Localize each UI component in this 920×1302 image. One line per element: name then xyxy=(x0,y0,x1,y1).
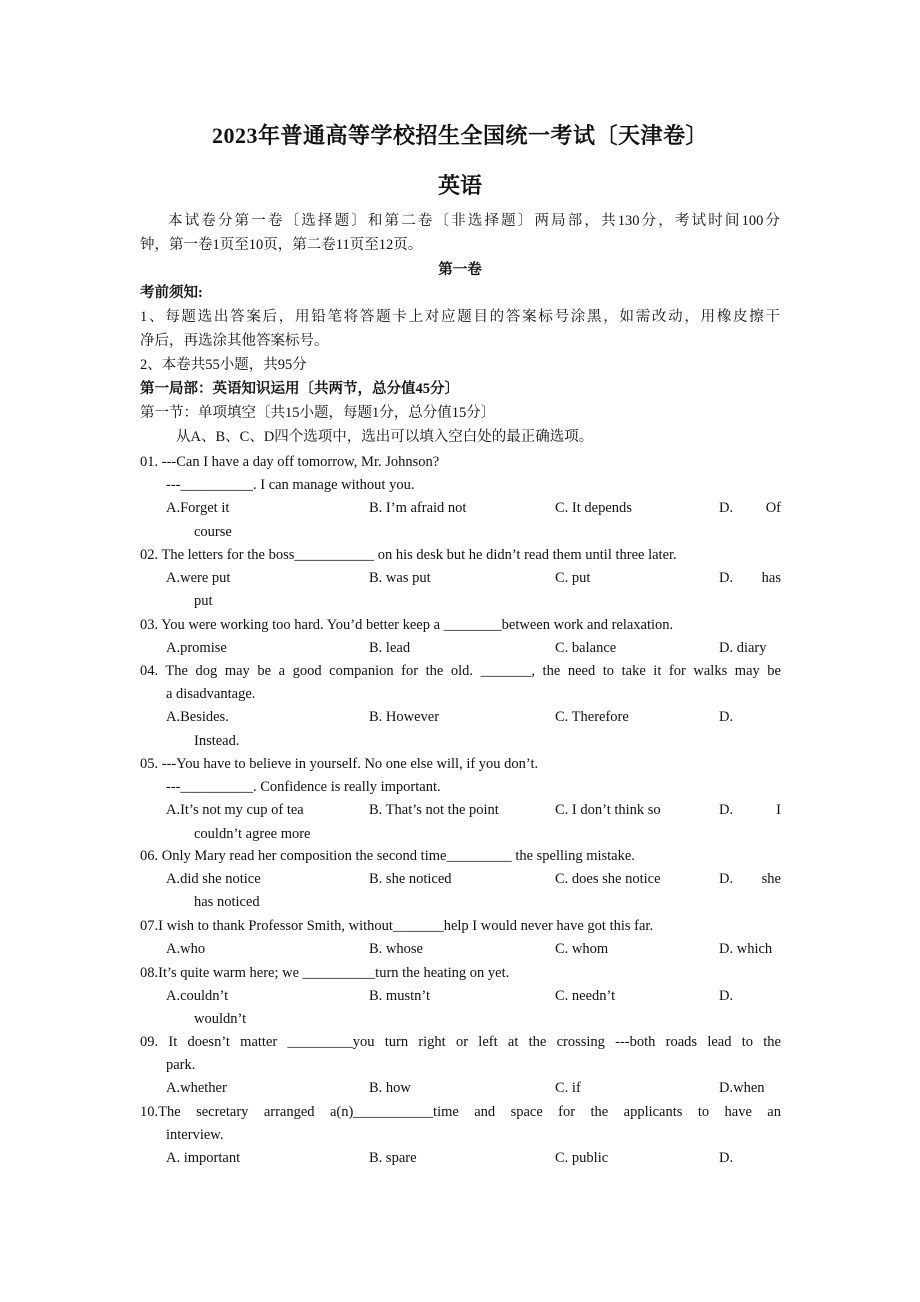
question-5-option-d-wrap: couldn’t agree more xyxy=(194,825,311,842)
question-10-option-c: C. public xyxy=(555,1150,609,1167)
question-7-option-d: D. which xyxy=(719,941,773,958)
question-4-option-a: A.Besides. xyxy=(166,709,229,726)
question-8-option-d-wrap: wouldn’t xyxy=(194,1011,247,1028)
section1-heading: 第一节：单项填空〔共15小题，每题1分，总分值15分〕 xyxy=(140,405,496,421)
question-5-option-d-text: I xyxy=(776,802,781,819)
question-5-option-b: B. That’s not the point xyxy=(369,802,499,819)
question-10-option-d: D. xyxy=(719,1150,734,1167)
question-4-stem-line-1: 04. The dog may be a good companion for the old. _______, the need to take it for walks may be xyxy=(140,663,781,679)
question-4-option-c: C. Therefore xyxy=(555,709,629,726)
question-3-option-d: D. diary xyxy=(719,640,767,657)
question-8-option-a: A.couldn’t xyxy=(166,988,229,1005)
question-8-stem-line-1: 08.It’s quite warm here; we __________turn the heating on yet. xyxy=(140,965,510,981)
question-3-option-a: A.promise xyxy=(166,640,227,657)
question-6-option-a: A.did she notice xyxy=(166,871,261,888)
question-2-option-d: D. xyxy=(719,570,734,587)
question-2-option-b: B. was put xyxy=(369,570,431,587)
intro-line-2: 钟，第一卷1页至10页，第二卷11页至12页。 xyxy=(140,237,423,253)
question-8-option-c: C. needn’t xyxy=(555,988,616,1005)
question-10-option-a: A. important xyxy=(166,1150,241,1167)
subject-title: 英语 xyxy=(437,173,482,198)
question-5-option-d: D. xyxy=(719,802,734,819)
question-2-option-c: C. put xyxy=(555,570,591,587)
question-1-option-d-wrap: course xyxy=(194,523,232,540)
question-5-option-c: C. I don’t think so xyxy=(555,802,661,819)
question-6-stem-line-1: 06. Only Mary read her composition the second time_________ the spelling mistake. xyxy=(140,848,635,864)
question-6-option-d-text: she xyxy=(761,871,781,888)
question-10-option-b: B. spare xyxy=(369,1150,417,1167)
question-10-stem-line-1: 10.The secretary arranged a(n)___________time and space for the applicants to have an xyxy=(140,1104,781,1120)
question-6-option-d-wrap: has noticed xyxy=(194,894,260,911)
volume-heading: 第一卷 xyxy=(438,262,482,278)
question-6-option-b: B. she noticed xyxy=(369,871,452,888)
question-4-option-d: D. xyxy=(719,709,734,726)
question-9-stem-line-2: park. xyxy=(166,1057,196,1074)
question-7-stem-line-1: 07.I wish to thank Professor Smith, without_______help I would never have got this far. xyxy=(140,918,654,934)
question-9-option-b: B. how xyxy=(369,1080,411,1097)
question-8-option-b: B. mustn’t xyxy=(369,988,430,1005)
question-2-option-a: A.were put xyxy=(166,570,231,587)
question-1-stem-line-2: ---__________. I can manage without you. xyxy=(166,477,415,494)
notice-item-1-line-1: 1、每题选出答案后，用铅笔将答题卡上对应题目的答案标号涂黑，如需改动，用橡皮擦干 xyxy=(140,309,780,325)
question-2-option-d-wrap: put xyxy=(194,593,213,610)
question-9-option-c: C. if xyxy=(555,1080,581,1097)
question-3-option-c: C. balance xyxy=(555,640,617,657)
question-10-stem-line-2: interview. xyxy=(166,1127,224,1144)
notice-item-2: 2、本卷共55小题，共95分 xyxy=(140,357,307,373)
question-5-stem-line-2: ---__________. Confidence is really important. xyxy=(166,779,441,796)
notice-heading: 考前须知: xyxy=(140,285,203,301)
question-1-option-d-text: Of xyxy=(765,500,781,517)
question-4-option-b: B. However xyxy=(369,709,440,726)
question-7-option-a: A.who xyxy=(166,941,206,958)
question-3-option-b: B. lead xyxy=(369,640,411,657)
question-9-option-a: A.whether xyxy=(166,1080,227,1097)
question-1-option-d: D. xyxy=(719,500,734,517)
question-3-stem-line-1: 03. You were working too hard. You’d better keep a ________between work and relaxation. xyxy=(140,617,674,633)
question-6-option-d: D. xyxy=(719,871,734,888)
question-4-stem-line-2: a disadvantage. xyxy=(166,686,256,703)
question-9-stem-line-1: 09. It doesn’t matter _________you turn right or left at the crossing ---both roads lead to the xyxy=(140,1034,781,1050)
question-1-option-c: C. It depends xyxy=(555,500,632,517)
question-4-option-d-wrap: Instead. xyxy=(194,732,240,749)
question-5-option-a: A.It’s not my cup of tea xyxy=(166,802,304,819)
question-1-option-a: A.Forget it xyxy=(166,500,230,517)
question-5-stem-line-1: 05. ---You have to believe in yourself. No one else will, if you don’t. xyxy=(140,756,539,772)
question-7-option-b: B. whose xyxy=(369,941,423,958)
notice-item-1-line-2: 净后，再选涂其他答案标号。 xyxy=(140,333,329,349)
question-7-option-c: C. whom xyxy=(555,941,609,958)
part1-heading: 第一局部：英语知识运用〔共两节，总分值45分〕 xyxy=(140,381,459,397)
question-1-stem-line-1: 01. ---Can I have a day off tomorrow, Mr. Johnson? xyxy=(140,454,440,470)
intro-line-1: 本试卷分第一卷〔选择题〕和第二卷〔非选择题〕两局部，共130分，考试时间100分 xyxy=(168,213,780,229)
question-8-option-d: D. xyxy=(719,988,734,1005)
question-2-stem-line-1: 02. The letters for the boss___________ on his desk but he didn’t read them until three later. xyxy=(140,547,677,563)
question-1-option-b: B. I’m afraid not xyxy=(369,500,467,517)
question-9-option-d: D.when xyxy=(719,1080,765,1097)
question-6-option-c: C. does she notice xyxy=(555,871,661,888)
section1-instruction: 从A、B、C、D四个选项中，选出可以填入空白处的最正确选项。 xyxy=(176,429,594,445)
exam-title: 2023年普通高等学校招生全国统一考试〔天津卷〕 xyxy=(211,123,708,148)
question-2-option-d-text: has xyxy=(761,570,781,587)
